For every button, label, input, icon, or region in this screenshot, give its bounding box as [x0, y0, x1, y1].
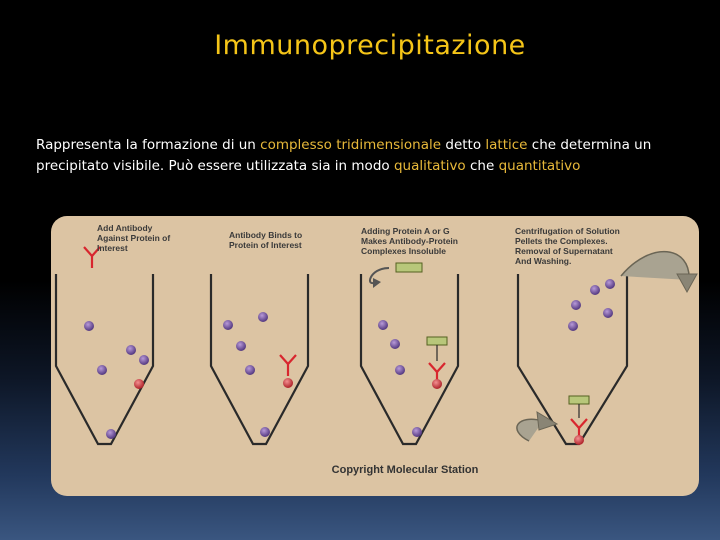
target-protein-icon — [574, 435, 584, 445]
step-1-label: Add Antibody Against Protein of Interest — [97, 223, 171, 253]
curved-arrow-icon — [370, 268, 389, 283]
protein-icon — [126, 345, 136, 355]
protein-icon — [568, 321, 578, 331]
protein-icon — [139, 355, 149, 365]
protein-icon — [603, 308, 613, 318]
protein-icon — [97, 365, 107, 375]
protein-icon — [245, 365, 255, 375]
target-protein-icon — [432, 379, 442, 389]
tube-4 — [518, 274, 627, 444]
highlight-quantitativo: quantitativo — [498, 158, 581, 174]
tube-3 — [361, 274, 458, 444]
tube-1 — [56, 274, 153, 444]
protein-icon — [412, 427, 422, 437]
highlight-qualitativo: qualitativo — [393, 158, 466, 174]
protein-icon — [223, 320, 233, 330]
decant-arrowhead-icon — [677, 274, 697, 292]
protein-icon — [395, 365, 405, 375]
protein-icon — [260, 427, 270, 437]
protein-icon — [378, 320, 388, 330]
paragraph-text-3: che determina un precipitato visibile. Può essere utilizzata sia in modo — [36, 137, 652, 174]
protein-icon — [590, 285, 600, 295]
protein-icon — [605, 279, 615, 289]
copyright-text: Copyright Molecular Station — [331, 464, 479, 476]
highlight-complesso: complesso tridimensionale — [260, 137, 442, 153]
protein-icon — [258, 312, 268, 322]
target-protein-icon — [134, 379, 144, 389]
protein-a-g-icon — [396, 263, 422, 272]
target-protein-icon — [283, 378, 293, 388]
slide-paragraph — [36, 135, 706, 177]
highlight-lattice: lattice — [485, 137, 528, 153]
slide-title: Immunoprecipitazione — [214, 30, 526, 61]
step-2-label: Antibody Binds to Protein of Interest — [229, 230, 303, 250]
protein-icon — [571, 300, 581, 310]
arrowhead-icon — [373, 278, 381, 288]
paragraph-text-4: che — [465, 158, 499, 174]
paragraph-text-1: Rappresenta la formazione di un — [36, 137, 261, 153]
protein-a-g-icon — [569, 396, 589, 404]
antibody-icon — [280, 355, 296, 376]
protein-icon — [236, 341, 246, 351]
paragraph-text-2: detto — [441, 137, 486, 153]
step-4-label: Centrifugation of Solution Pellets the Complexes. Removal of Supernatant And Washing. — [515, 226, 620, 266]
protein-a-g-icon — [427, 337, 447, 345]
immunoprecipitation-diagram — [51, 216, 699, 496]
step-3-label: Adding Protein A or G Makes Antibody-Protein Complexes Insoluble — [361, 226, 458, 256]
protein-icon — [84, 321, 94, 331]
protein-icon — [390, 339, 400, 349]
protein-icon — [106, 429, 116, 439]
